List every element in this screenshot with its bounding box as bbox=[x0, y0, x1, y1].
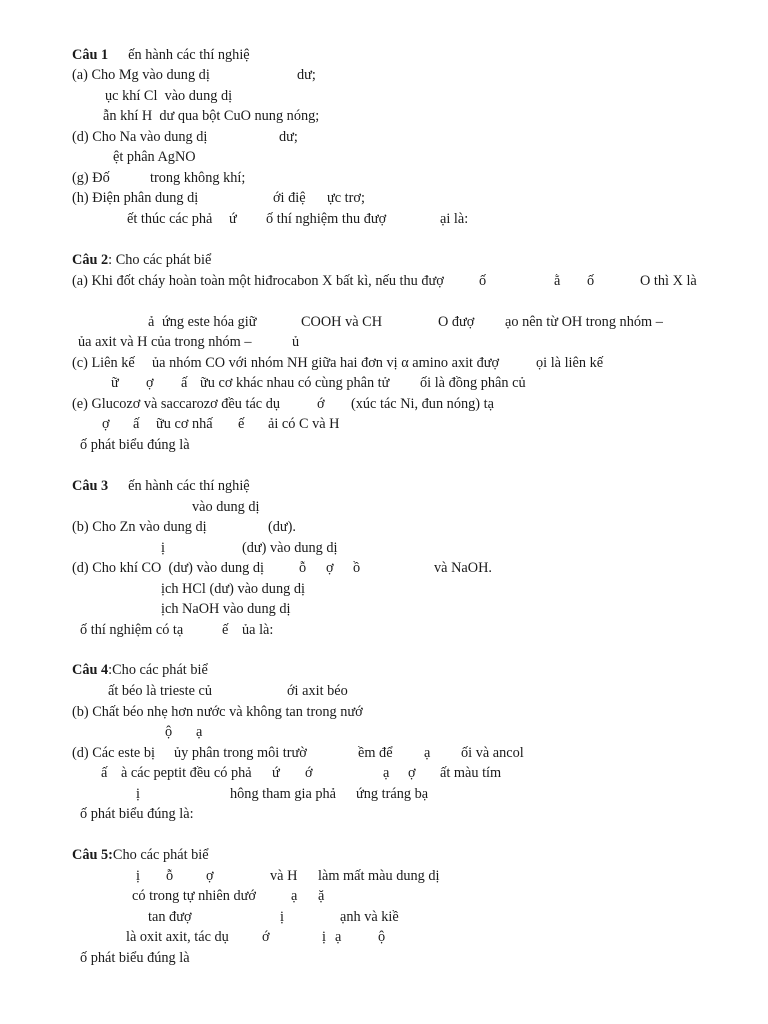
text-segment: ộ bbox=[165, 724, 173, 740]
text-segment: ối và ancol bbox=[461, 745, 524, 761]
text-segment: ứ bbox=[272, 765, 280, 781]
q5-line-b-part2 bbox=[318, 887, 324, 905]
q4-line-g bbox=[136, 785, 140, 803]
text-segment: ới điệ bbox=[273, 190, 306, 206]
q3-line-d-part1 bbox=[299, 559, 306, 577]
text-segment: ệt phân AgNO bbox=[113, 149, 196, 165]
text-segment: trong không khí; bbox=[150, 170, 246, 186]
q3-question bbox=[80, 621, 183, 639]
q1-line-b bbox=[105, 87, 232, 105]
text-segment: ới axit béo bbox=[287, 683, 348, 699]
text-segment: (b) Cho Zn vào dung dị bbox=[72, 519, 207, 535]
q2-line-f-part2 bbox=[156, 415, 213, 433]
q4-line-e-part6 bbox=[440, 764, 501, 782]
text-segment: ấ bbox=[133, 416, 140, 432]
text-segment: dư; bbox=[297, 67, 316, 83]
q2-line-d-part4 bbox=[420, 374, 526, 392]
q1-line-g bbox=[72, 169, 110, 187]
text-segment: (c) Liên kế bbox=[72, 355, 135, 371]
text-segment: (xúc tác Ni, đun nóng) tạ bbox=[351, 396, 494, 412]
q5-heading bbox=[72, 846, 209, 864]
text-segment: ữu cơ nhấ bbox=[156, 416, 213, 432]
text-segment: ế bbox=[238, 416, 245, 432]
q4-line-e-part3 bbox=[305, 764, 313, 782]
text-segment: ố phát biểu đúng là bbox=[80, 950, 190, 966]
q3-question-part1 bbox=[222, 621, 228, 639]
text-segment: ợ bbox=[146, 375, 154, 391]
text-segment: (a) Khi đốt cháy hoàn toàn một hiđrocabon X bất kì, nếu thu đượ bbox=[72, 273, 444, 289]
text-segment: (h) Điện phân dung dị bbox=[72, 190, 199, 206]
q5-question bbox=[80, 949, 190, 967]
text-segment: ợ bbox=[206, 868, 214, 884]
q5-line-b-part1 bbox=[291, 887, 297, 905]
text-segment: ịch HCl (dư) vào dung dị bbox=[161, 581, 305, 597]
q2-line-a-part2 bbox=[554, 272, 560, 290]
q5-line-b bbox=[132, 887, 256, 905]
q3-line-c bbox=[161, 539, 165, 557]
text-segment: ữu cơ khác nhau có cùng phân tử bbox=[200, 375, 390, 391]
q4-line-c bbox=[165, 723, 172, 741]
text-segment: ỗ bbox=[299, 560, 307, 576]
text-segment: ợ bbox=[102, 416, 110, 432]
text-segment: ố phát biểu đúng là bbox=[80, 437, 190, 453]
text-segment: ại là: bbox=[440, 211, 469, 227]
text-segment: ữ bbox=[111, 375, 119, 391]
text-segment: ạ bbox=[424, 745, 431, 761]
text-segment: ịch NaOH vào dung dị bbox=[161, 601, 291, 617]
q4-label: Câu 4 bbox=[72, 662, 109, 678]
text-segment: ềm để bbox=[358, 745, 393, 761]
q1-line-d bbox=[72, 128, 207, 146]
text-segment: ị bbox=[280, 909, 284, 925]
text-segment: dư; bbox=[279, 129, 298, 145]
q2-line-d-part3 bbox=[200, 374, 389, 392]
q3-intro: ến hành các thí nghiệ bbox=[128, 478, 250, 494]
q2-line-a-part4 bbox=[640, 272, 697, 290]
q1-question bbox=[127, 210, 212, 228]
q3-line-d-part2 bbox=[326, 559, 334, 577]
text-segment: ị bbox=[136, 786, 140, 802]
q4-line-b bbox=[72, 703, 363, 721]
q2-question bbox=[80, 436, 190, 454]
text-segment: ố thí nghiệm thu đượ bbox=[266, 211, 387, 227]
q3-line-d bbox=[72, 559, 264, 577]
text-segment: ất béo là trieste củ bbox=[108, 683, 213, 699]
q1-line-g-part bbox=[150, 169, 245, 187]
text-segment: ế bbox=[222, 622, 229, 638]
text-segment: (d) Cho Na vào dung dị bbox=[72, 129, 208, 145]
q4-line-a bbox=[108, 682, 212, 700]
q1-intro: ến hành các thí nghiệ bbox=[128, 47, 250, 63]
q2-line-e-part1 bbox=[317, 395, 325, 413]
q1-line-h bbox=[72, 189, 198, 207]
text-segment: ứng este hóa giữ bbox=[162, 314, 257, 330]
q1-line-a bbox=[72, 66, 210, 84]
q1-line-h-part1 bbox=[273, 189, 306, 207]
text-segment: ặ bbox=[318, 888, 325, 904]
text-segment: hông tham gia phả bbox=[230, 786, 337, 802]
q2-line-f-part4 bbox=[268, 415, 339, 433]
q2-line-f-part3 bbox=[238, 415, 244, 433]
q2-line-b-cont bbox=[78, 333, 252, 351]
q4-line-a-part bbox=[287, 682, 348, 700]
q5-line-d bbox=[126, 928, 229, 946]
text-segment: ố phát biểu đúng là: bbox=[80, 806, 194, 822]
q5-line-c-part2 bbox=[340, 908, 399, 926]
q4-line-g-part2 bbox=[356, 785, 428, 803]
q5-line-d-part3 bbox=[335, 928, 341, 946]
text-segment: ạo nên từ OH trong nhóm – bbox=[505, 314, 663, 330]
text-segment: ẫn khí H dư qua bột CuO nung nóng; bbox=[103, 108, 320, 124]
text-segment: ối là đồng phân củ bbox=[420, 375, 526, 391]
text-segment: ồ bbox=[353, 560, 361, 576]
q2-line-a-part3 bbox=[587, 272, 594, 290]
q5-line-c bbox=[148, 908, 192, 926]
q1-line-a-part bbox=[297, 66, 316, 84]
text-segment: ị bbox=[161, 540, 165, 556]
text-segment: ạnh và kiề bbox=[340, 909, 399, 925]
q4-line-e-part4 bbox=[383, 764, 389, 782]
q3-line-a bbox=[192, 498, 260, 516]
q3-line-d-part4 bbox=[434, 559, 492, 577]
text-segment: O đượ bbox=[438, 314, 475, 330]
q2-line-b-part4 bbox=[505, 313, 663, 331]
text-segment: ọi là liên kế bbox=[536, 355, 604, 371]
text-segment: ạ bbox=[196, 724, 203, 740]
q2-intro: : Cho các phát biể bbox=[108, 252, 212, 268]
q2-line-c-part1 bbox=[152, 354, 499, 372]
q3-line-c-part bbox=[242, 539, 338, 557]
text-segment: (b) Chất béo nhẹ hơn nước và không tan trong nướ bbox=[72, 704, 363, 720]
q5-line-a-part4 bbox=[318, 867, 440, 885]
q2-line-d-part2 bbox=[181, 374, 187, 392]
q5-line-a bbox=[136, 867, 140, 885]
text-segment: ợ bbox=[408, 765, 416, 781]
q2-line-a-part1 bbox=[479, 272, 486, 290]
q3-line-d-part3 bbox=[353, 559, 360, 577]
text-segment: COOH và CH bbox=[301, 314, 383, 330]
q4-line-d-part1 bbox=[174, 744, 307, 762]
text-segment: ủa là: bbox=[242, 622, 274, 638]
q4-line-c-part bbox=[196, 723, 202, 741]
q1-question-part1 bbox=[229, 210, 237, 228]
q4-line-d-part2 bbox=[358, 744, 393, 762]
q3-line-b-part bbox=[268, 518, 296, 536]
text-segment: ết thúc các phả bbox=[127, 211, 213, 227]
text-segment: ủa nhóm CO với nhóm NH giữa hai đơn vị α amino axit đượ bbox=[152, 355, 500, 371]
q4-question bbox=[80, 805, 194, 823]
text-segment: ạ bbox=[383, 765, 390, 781]
q4-line-d-part4 bbox=[461, 744, 524, 762]
q1-line-c bbox=[103, 107, 319, 125]
q5-line-d-part4 bbox=[378, 928, 385, 946]
text-segment: ị bbox=[322, 929, 326, 945]
q1-line-h-part2 bbox=[327, 189, 365, 207]
q1-line-d-part bbox=[279, 128, 298, 146]
text-segment: ục khí Cl vào dung dị bbox=[105, 88, 233, 104]
text-segment: và NaOH. bbox=[434, 560, 492, 576]
q5-intro: Cho các phát biể bbox=[112, 847, 209, 863]
q4-line-g-part1 bbox=[230, 785, 336, 803]
q2-line-b-part2 bbox=[301, 313, 382, 331]
q4-line-d-part3 bbox=[424, 744, 430, 762]
text-segment: ứ bbox=[229, 211, 237, 227]
text-segment: ủ bbox=[292, 334, 300, 350]
text-segment: (dư) vào dung dị bbox=[242, 540, 338, 556]
q2-line-b-part3 bbox=[438, 313, 474, 331]
q3-heading bbox=[72, 477, 250, 495]
text-segment: ủy phân trong môi trườ bbox=[174, 745, 307, 761]
q2-line-d-part1 bbox=[146, 374, 154, 392]
q4-line-d bbox=[72, 744, 155, 762]
text-segment: (d) Các este bị bbox=[72, 745, 155, 761]
text-segment: ấ bbox=[101, 765, 108, 781]
text-segment: có trong tự nhiên dướ bbox=[132, 888, 256, 904]
q1-question-part2 bbox=[266, 210, 386, 228]
q5-line-d-part2 bbox=[322, 928, 326, 946]
text-segment: là oxit axit, tác dụ bbox=[126, 929, 229, 945]
text-segment: ấ bbox=[181, 375, 188, 391]
text-segment: ứng tráng bạ bbox=[356, 786, 429, 802]
text-segment: ạ bbox=[291, 888, 298, 904]
text-segment: (e) Glucozơ và saccarozơ đều tác dụ bbox=[72, 396, 281, 412]
q2-line-a bbox=[72, 272, 444, 290]
q1-heading bbox=[72, 46, 250, 64]
text-segment: ố bbox=[479, 273, 487, 289]
q2-line-c-part2 bbox=[536, 354, 603, 372]
text-segment: (a) Cho Mg vào dung dị bbox=[72, 67, 210, 83]
q5-line-c-part1 bbox=[280, 908, 284, 926]
q2-label: Câu 2 bbox=[72, 252, 109, 268]
text-segment: vào dung dị bbox=[192, 499, 260, 515]
q2-line-f-part1 bbox=[133, 415, 139, 433]
q3-line-b bbox=[72, 518, 207, 536]
text-segment: ố bbox=[587, 273, 595, 289]
q2-line-e-part2 bbox=[351, 395, 494, 413]
q4-intro: :Cho các phát biể bbox=[108, 662, 208, 678]
text-segment: làm mất màu dung dị bbox=[318, 868, 440, 884]
text-segment: ỗ bbox=[166, 868, 174, 884]
q5-line-a-part3 bbox=[270, 867, 297, 885]
text-segment: (d) Cho khí CO (dư) vào dung dị bbox=[72, 560, 265, 576]
text-segment: ớ bbox=[317, 396, 325, 412]
text-segment: ải có C và H bbox=[268, 416, 340, 432]
text-segment: (dư). bbox=[268, 519, 296, 535]
q3-line-e bbox=[161, 580, 305, 598]
text-segment: ớ bbox=[262, 929, 270, 945]
q3-question-part2 bbox=[242, 621, 273, 639]
text-segment: O thì X là bbox=[640, 273, 697, 289]
text-segment: ớ bbox=[305, 765, 313, 781]
q2-line-c bbox=[72, 354, 135, 372]
text-segment: ị bbox=[136, 868, 140, 884]
q3-label: Câu 3 bbox=[72, 478, 109, 494]
q5-line-a-part2 bbox=[206, 867, 214, 885]
q1-line-e bbox=[113, 148, 196, 166]
q2-heading bbox=[72, 251, 211, 269]
text-segment: ực trơ; bbox=[327, 190, 365, 206]
q2-line-b-part1 bbox=[162, 313, 257, 331]
text-segment: ằ bbox=[554, 273, 561, 289]
q2-line-e bbox=[72, 395, 280, 413]
q2-line-b-cont-part bbox=[292, 333, 299, 351]
text-segment: tan đượ bbox=[148, 909, 192, 925]
text-segment: ố thí nghiệm có tạ bbox=[80, 622, 184, 638]
text-segment: ộ bbox=[378, 929, 386, 945]
text-segment: ả bbox=[148, 314, 155, 330]
q1-label: Câu 1 bbox=[72, 47, 109, 63]
q4-line-e-part2 bbox=[272, 764, 280, 782]
q4-line-e-part1 bbox=[121, 764, 252, 782]
q4-heading bbox=[72, 661, 208, 679]
q2-line-d bbox=[111, 374, 119, 392]
text-segment: à các peptit đều có phả bbox=[121, 765, 252, 781]
q3-line-g bbox=[161, 600, 290, 618]
q5-line-a-part1 bbox=[166, 867, 173, 885]
q4-line-e-part5 bbox=[408, 764, 416, 782]
text-segment: (g) Đố bbox=[72, 170, 110, 186]
text-segment: ất màu tím bbox=[440, 765, 502, 781]
q1-question-part3 bbox=[440, 210, 468, 228]
text-segment: và H bbox=[270, 868, 298, 884]
q2-line-f bbox=[102, 415, 110, 433]
q2-line-b bbox=[148, 313, 154, 331]
q5-label: Câu 5: bbox=[72, 847, 113, 863]
text-segment: ợ bbox=[326, 560, 334, 576]
q4-line-e bbox=[101, 764, 107, 782]
text-segment: ủa axit và H của trong nhóm – bbox=[78, 334, 252, 350]
q5-line-d-part1 bbox=[262, 928, 270, 946]
text-segment: ạ bbox=[335, 929, 342, 945]
